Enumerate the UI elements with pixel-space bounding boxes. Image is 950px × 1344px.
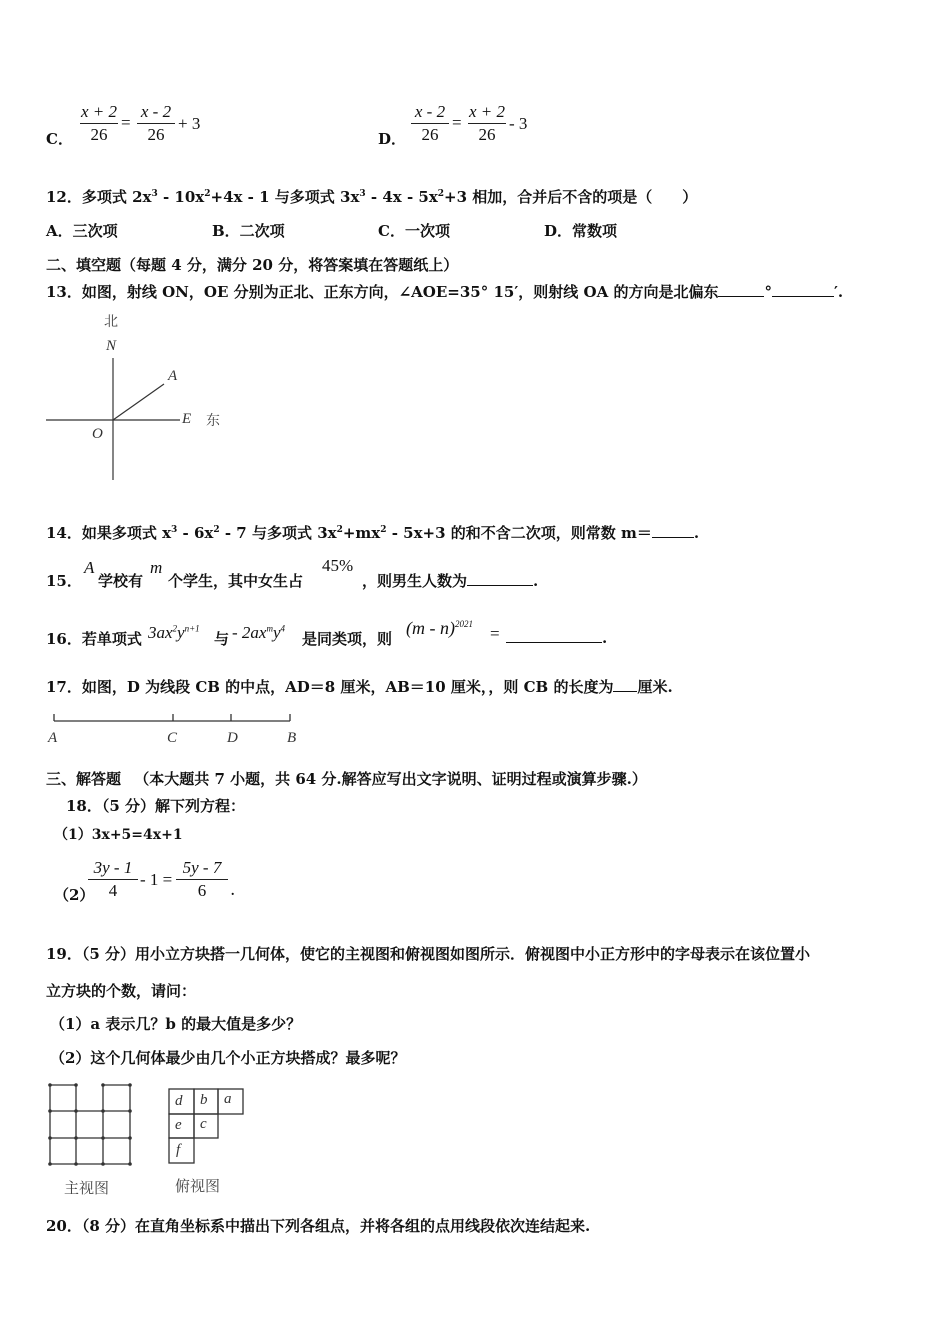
- q12-option-c: C．一次项: [378, 222, 450, 240]
- section-3-heading: 三、解答题 （本大题共 7 小题，共 64 分.解答应写出文字说明、证明过程或演算步骤.）: [46, 770, 647, 788]
- option-d-tail: - 3: [509, 114, 528, 133]
- q12-option-b: B．二次项: [212, 222, 285, 240]
- q17-stem: 17．如图，D 为线段 CB 的中点，AD＝8 厘米，AB＝10 厘米，，则 CB 的长度为 厘米.: [46, 678, 673, 696]
- top-view-label: 俯视图: [175, 1177, 221, 1195]
- q16-expression: (m - n)$^{2021}$: [406, 618, 473, 638]
- front-view-label: 主视图: [64, 1179, 110, 1197]
- top-cell-f: f: [176, 1142, 181, 1158]
- point-c-label: C: [167, 730, 178, 746]
- q12-option-d: D．常数项: [544, 222, 618, 240]
- direction-diagram: [40, 310, 240, 490]
- q18-middle: - 1 =: [140, 870, 173, 889]
- o-label: O: [92, 426, 103, 442]
- point-a-label: A: [48, 730, 58, 746]
- q19-part2: （2）这个几何体最少由几个小正方块搭成？最多呢？: [50, 1049, 406, 1067]
- segment-diagram: [50, 708, 300, 728]
- q19-part1: （1）a 表示几？b 的最大值是多少？: [50, 1015, 302, 1033]
- q13-stem: 13．如图，射线 ON，OE 分别为正北、正东方向，∠AOE=35° 15′，则射线 OA 的方向是北偏东 ° ′.: [46, 283, 844, 301]
- q18-stem: 18．（5 分）解下列方程：: [66, 797, 246, 815]
- q16-prefix: 16．若单项式: [46, 630, 142, 648]
- q16-and: 与: [214, 630, 230, 648]
- q12-stem: 12．多项式 $2x^3 - 10x^2+4x - 1$ 与多项式 $3x^3 - 4x - 5x^2+3$ 相加，合并后不含的项是（ ）: [46, 188, 698, 206]
- q20-stem: 20．（8 分）在直角坐标系中描出下列各组点，并将各组的点用线段依次连结起来.: [46, 1217, 591, 1235]
- top-cell-c: c: [200, 1116, 207, 1132]
- top-cell-d: d: [175, 1093, 183, 1109]
- q15-number: 15．: [46, 572, 82, 590]
- option-c-right-fraction: x - 2 26: [137, 102, 175, 145]
- q15-m: m: [150, 558, 163, 577]
- n-label: N: [106, 338, 117, 354]
- q15-text3: ，则男生人数为 .: [362, 572, 539, 590]
- top-cell-e: e: [175, 1117, 182, 1133]
- option-c-equals: =: [121, 113, 131, 132]
- q18-part2-label: （2）: [54, 886, 95, 904]
- q18-right-fraction: 5y - 7 6: [176, 858, 228, 901]
- q12-option-a: A．三次项: [46, 222, 118, 240]
- e-label: E: [182, 411, 192, 427]
- q16-similar: 是同类项，则: [302, 630, 393, 648]
- a-label: A: [168, 368, 178, 384]
- option-c-left-fraction: x + 2 26: [80, 102, 118, 144]
- q16-term2: - $2ax^my^4$: [232, 623, 286, 642]
- top-cell-a: a: [224, 1091, 232, 1107]
- q15-percent: 45%: [322, 556, 354, 575]
- front-view-figure: [46, 1082, 136, 1168]
- q14-stem: 14．如果多项式 $x^3 - 6x^2 - 7$ 与多项式 $3x^2+mx^2 - 5x+3$ 的和不含二次项，则常数 m＝ .: [46, 524, 700, 542]
- q18-left-fraction: 3y - 1 4: [88, 858, 138, 901]
- q16-answer: .: [506, 628, 607, 647]
- top-cell-b: b: [200, 1092, 208, 1108]
- point-b-label: B: [287, 730, 297, 746]
- ray-oa: [113, 384, 164, 420]
- east-char-label: 东: [206, 413, 220, 429]
- q15-text1: 学校有: [98, 572, 144, 590]
- q16-equals: =: [490, 624, 500, 643]
- q18-part1: （1）3x+5=4x+1: [54, 827, 183, 843]
- q16-term1: $3ax^2y^{n+1}$: [148, 623, 200, 642]
- option-d-left-fraction: x - 2 26: [411, 102, 449, 145]
- option-c-tail: + 3: [178, 114, 201, 133]
- option-c-label: C．: [46, 130, 73, 148]
- north-char-label: 北: [104, 314, 118, 330]
- point-d-label: D: [227, 730, 238, 746]
- option-d-right-fraction: x + 2 26: [468, 102, 506, 144]
- option-d-equals: =: [452, 113, 462, 132]
- q15-text2: 个学生，其中女生占: [168, 572, 304, 590]
- q15-a: A: [84, 558, 95, 577]
- q18-end: .: [230, 880, 236, 900]
- section-2-heading: 二、填空题（每题 4 分，满分 20 分，将答案填在答题纸上）: [46, 256, 459, 274]
- option-d-label: D．: [378, 130, 407, 148]
- q19-line1: 19．（5 分）用小立方块搭一几何体，使它的主视图和俯视图如图所示．俯视图中小正方形中的字母表示在该位置小: [46, 945, 811, 963]
- q19-line2: 立方块的个数，请问：: [46, 982, 197, 1000]
